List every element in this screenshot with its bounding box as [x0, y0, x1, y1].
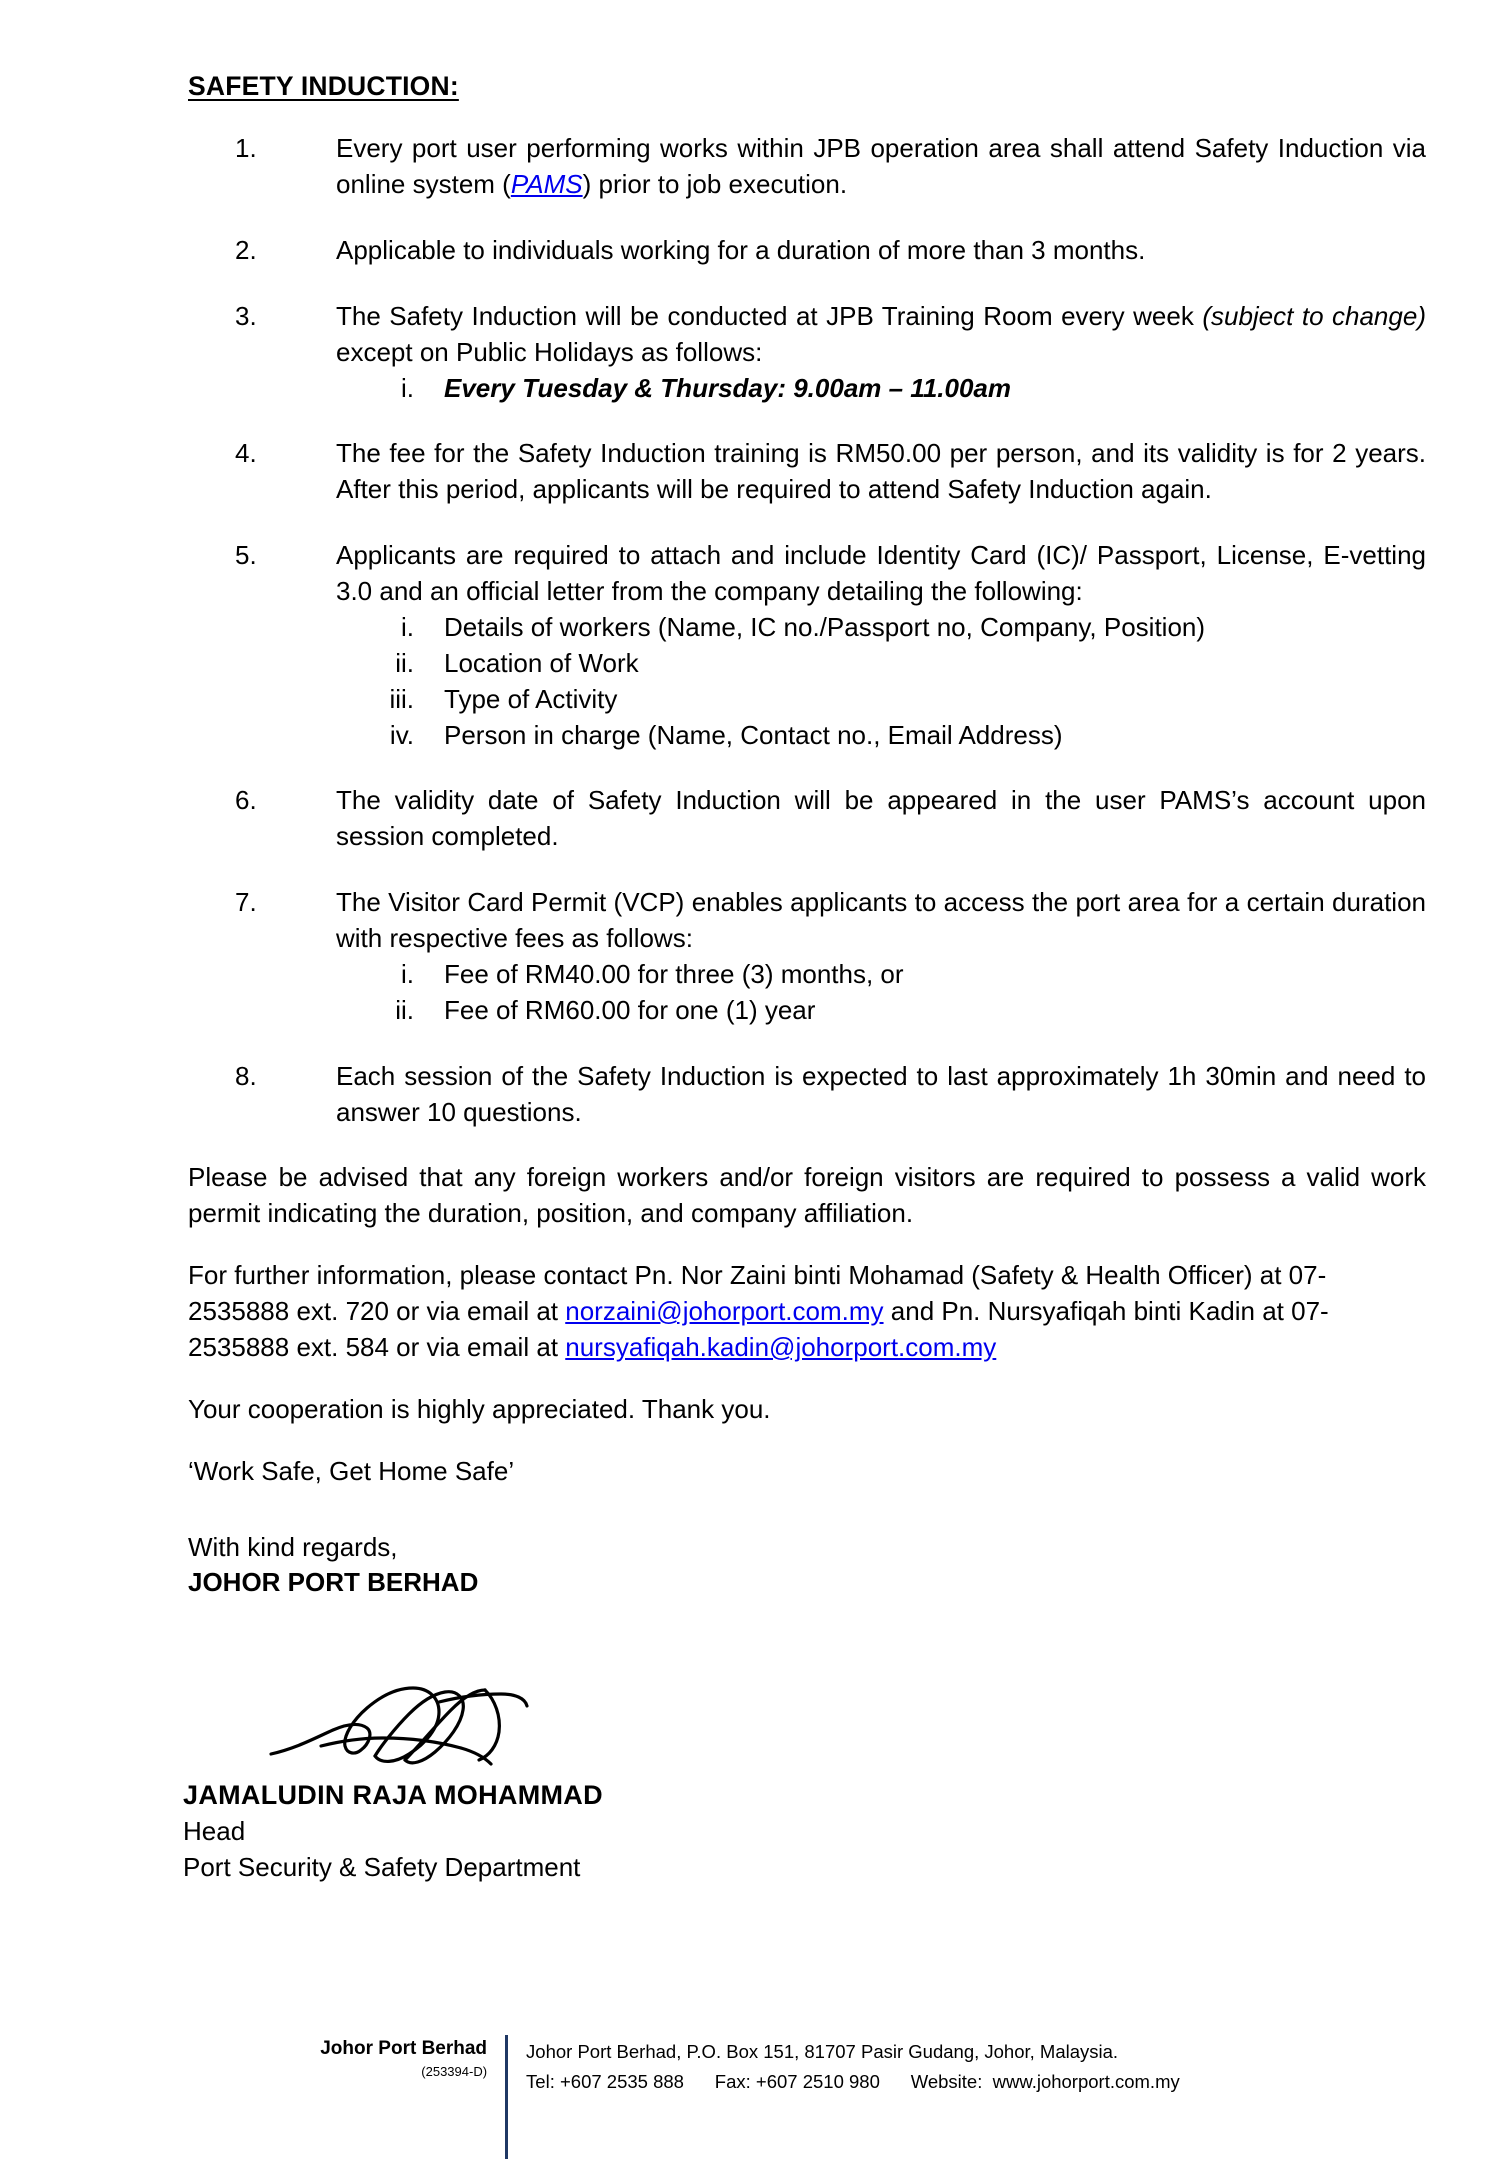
- list-marker: 4.: [235, 438, 257, 469]
- sub-list-item-text: Person in charge (Name, Contact no., Email Address): [444, 719, 1063, 750]
- list-marker: 5.: [235, 540, 257, 571]
- thanks-paragraph: Your cooperation is highly appreciated. Thank you.: [188, 1393, 771, 1424]
- list-item-text: Applicants are required to attach and include Identity Card (IC)/ Passport, License, E-vetting 3.0 and an official letter from the company detailing the following:: [336, 540, 1426, 606]
- sub-list-marker: i.: [401, 958, 414, 989]
- item1-text-before: Every port user performing works within JPB operation area shall attend Safety Induction via online system (: [336, 133, 1426, 199]
- sub-list-item: [336, 646, 1426, 682]
- regards-text: With kind regards,: [188, 1531, 398, 1562]
- sub-list-item: [336, 957, 1426, 993]
- contact-text-part1: For further information, please contact Pn. Nor Zaini binti Mohamad (Safety & Health Officer) at 07-2535888 ext. 720 or via email at: [188, 1260, 1327, 1326]
- signatory-title: Head: [183, 1816, 246, 1847]
- sub-list-item-text: Fee of RM40.00 for three (3) months, or: [444, 958, 904, 989]
- pams-link[interactable]: PAMS: [510, 169, 583, 199]
- list-item: [188, 783, 1426, 855]
- sub-list-marker: i.: [401, 611, 414, 642]
- footer-registration-number: (253394-D): [421, 2063, 488, 2079]
- sub-list-item-text: Every Tuesday & Thursday: 9.00am – 11.00am: [444, 372, 1012, 403]
- document-body: [188, 70, 1426, 1601]
- footer-inner: [320, 2035, 1180, 2159]
- sub-list-item: [336, 718, 1426, 754]
- advisory-paragraph: Please be advised that any foreign workers and/or foreign visitors are required to possess a valid work permit indicating the duration, position, and company affiliation.: [188, 1162, 1426, 1229]
- page-title: SAFETY INDUCTION:: [188, 71, 459, 101]
- sub-list-marker: ii.: [395, 994, 414, 1025]
- list-item-text: The validity date of Safety Induction will be appeared in the user PAMS’s account upon session completed.: [336, 785, 1426, 852]
- list-item: [188, 299, 1426, 407]
- list-item: [188, 131, 1426, 203]
- sub-list-marker: ii.: [395, 647, 414, 678]
- footer-address: Johor Port Berhad, P.O. Box 151, 81707 Pasir Gudang, Johor, Malaysia.: [526, 2041, 1119, 2062]
- email-link-nursyafiqah[interactable]: nursyafiqah.kadin@johorport.com.my: [565, 1331, 997, 1362]
- sub-list-item: [336, 682, 1426, 718]
- list-marker: 7.: [235, 887, 257, 918]
- company-name: JOHOR PORT BERHAD: [188, 1567, 479, 1598]
- sub-list-item: [336, 371, 1426, 407]
- contact-text-part2: and Pn. Nursyafiqah binti Kadin at 07-2535888 ext. 584 or via email at: [188, 1296, 1329, 1362]
- list-item-text: Each session of the Safety Induction is expected to last approximately 1h 30min and need to answer 10 questions.: [336, 1060, 1426, 1127]
- list-marker: 3.: [235, 300, 257, 331]
- list-item: [188, 233, 1426, 269]
- list-item-text: The fee for the Safety Induction training is RM50.00 per person, and its validity is for 2 years. After this period, applicants will be required to attend Safety Induction again.: [336, 438, 1426, 505]
- sub-list-item: [336, 993, 1426, 1029]
- list-item: [188, 436, 1426, 508]
- list-marker: 1.: [235, 133, 257, 164]
- item1-text-after: ) prior to job execution.: [582, 169, 848, 199]
- sub-list-item-text: Details of workers (Name, IC no./Passport no, Company, Position): [444, 611, 1206, 642]
- footer-company-name: Johor Port Berhad: [320, 2038, 488, 2059]
- footer-company-block: [320, 2035, 505, 2081]
- contact-paragraph: [188, 1258, 1426, 1366]
- sub-list-item-text: Type of Activity: [444, 683, 618, 714]
- list-marker: 2.: [235, 234, 257, 265]
- slogan-text: ‘Work Safe, Get Home Safe’: [188, 1455, 515, 1486]
- list-item-text: The Visitor Card Permit (VCP) enables applicants to access the port area for a certain duration with respective fees as follows:: [336, 887, 1426, 953]
- sub-list-item-text: Fee of RM60.00 for one (1) year: [444, 994, 816, 1025]
- list-marker: 8.: [235, 1060, 257, 1091]
- closing-paragraphs: [188, 1160, 1426, 1601]
- numbered-list: [188, 131, 1426, 1130]
- list-item: [188, 538, 1426, 753]
- sub-list-item-text: Location of Work: [444, 647, 639, 678]
- item3-text-part2: except on Public Holidays as follows:: [336, 336, 763, 367]
- email-link-norzaini[interactable]: norzaini@johorport.com.my: [565, 1296, 884, 1326]
- list-item-text: Applicable to individuals working for a duration of more than 3 months.: [336, 234, 1146, 265]
- signature-block: [183, 1690, 983, 1885]
- item3-emphasis: (subject to change): [1202, 300, 1426, 331]
- sub-list: [336, 610, 1426, 754]
- sub-list-item: [336, 610, 1426, 646]
- signatory-name: JAMALUDIN RAJA MOHAMMAD: [183, 1780, 603, 1810]
- page-footer: [0, 2035, 1500, 2159]
- signatory-department: Port Security & Safety Department: [183, 1851, 581, 1882]
- sub-list: [336, 957, 1426, 1029]
- footer-contact-block: [508, 2035, 1180, 2097]
- list-item-text: [336, 299, 1426, 371]
- list-marker: 6.: [235, 785, 257, 816]
- sub-list: [336, 371, 1426, 407]
- footer-contact-line: Tel: +607 2535 888 Fax: +607 2510 980 Website: www.johorport.com.my: [526, 2070, 1180, 2092]
- list-item-text: [336, 131, 1426, 203]
- sub-list-marker: iv.: [389, 719, 414, 750]
- item3-text-part1: The Safety Induction will be conducted at JPB Training Room every week: [336, 300, 1203, 331]
- sub-list-marker: i.: [401, 372, 414, 403]
- list-item: [188, 885, 1426, 1029]
- sub-list-marker: iii.: [389, 683, 414, 714]
- list-item: [188, 1059, 1426, 1131]
